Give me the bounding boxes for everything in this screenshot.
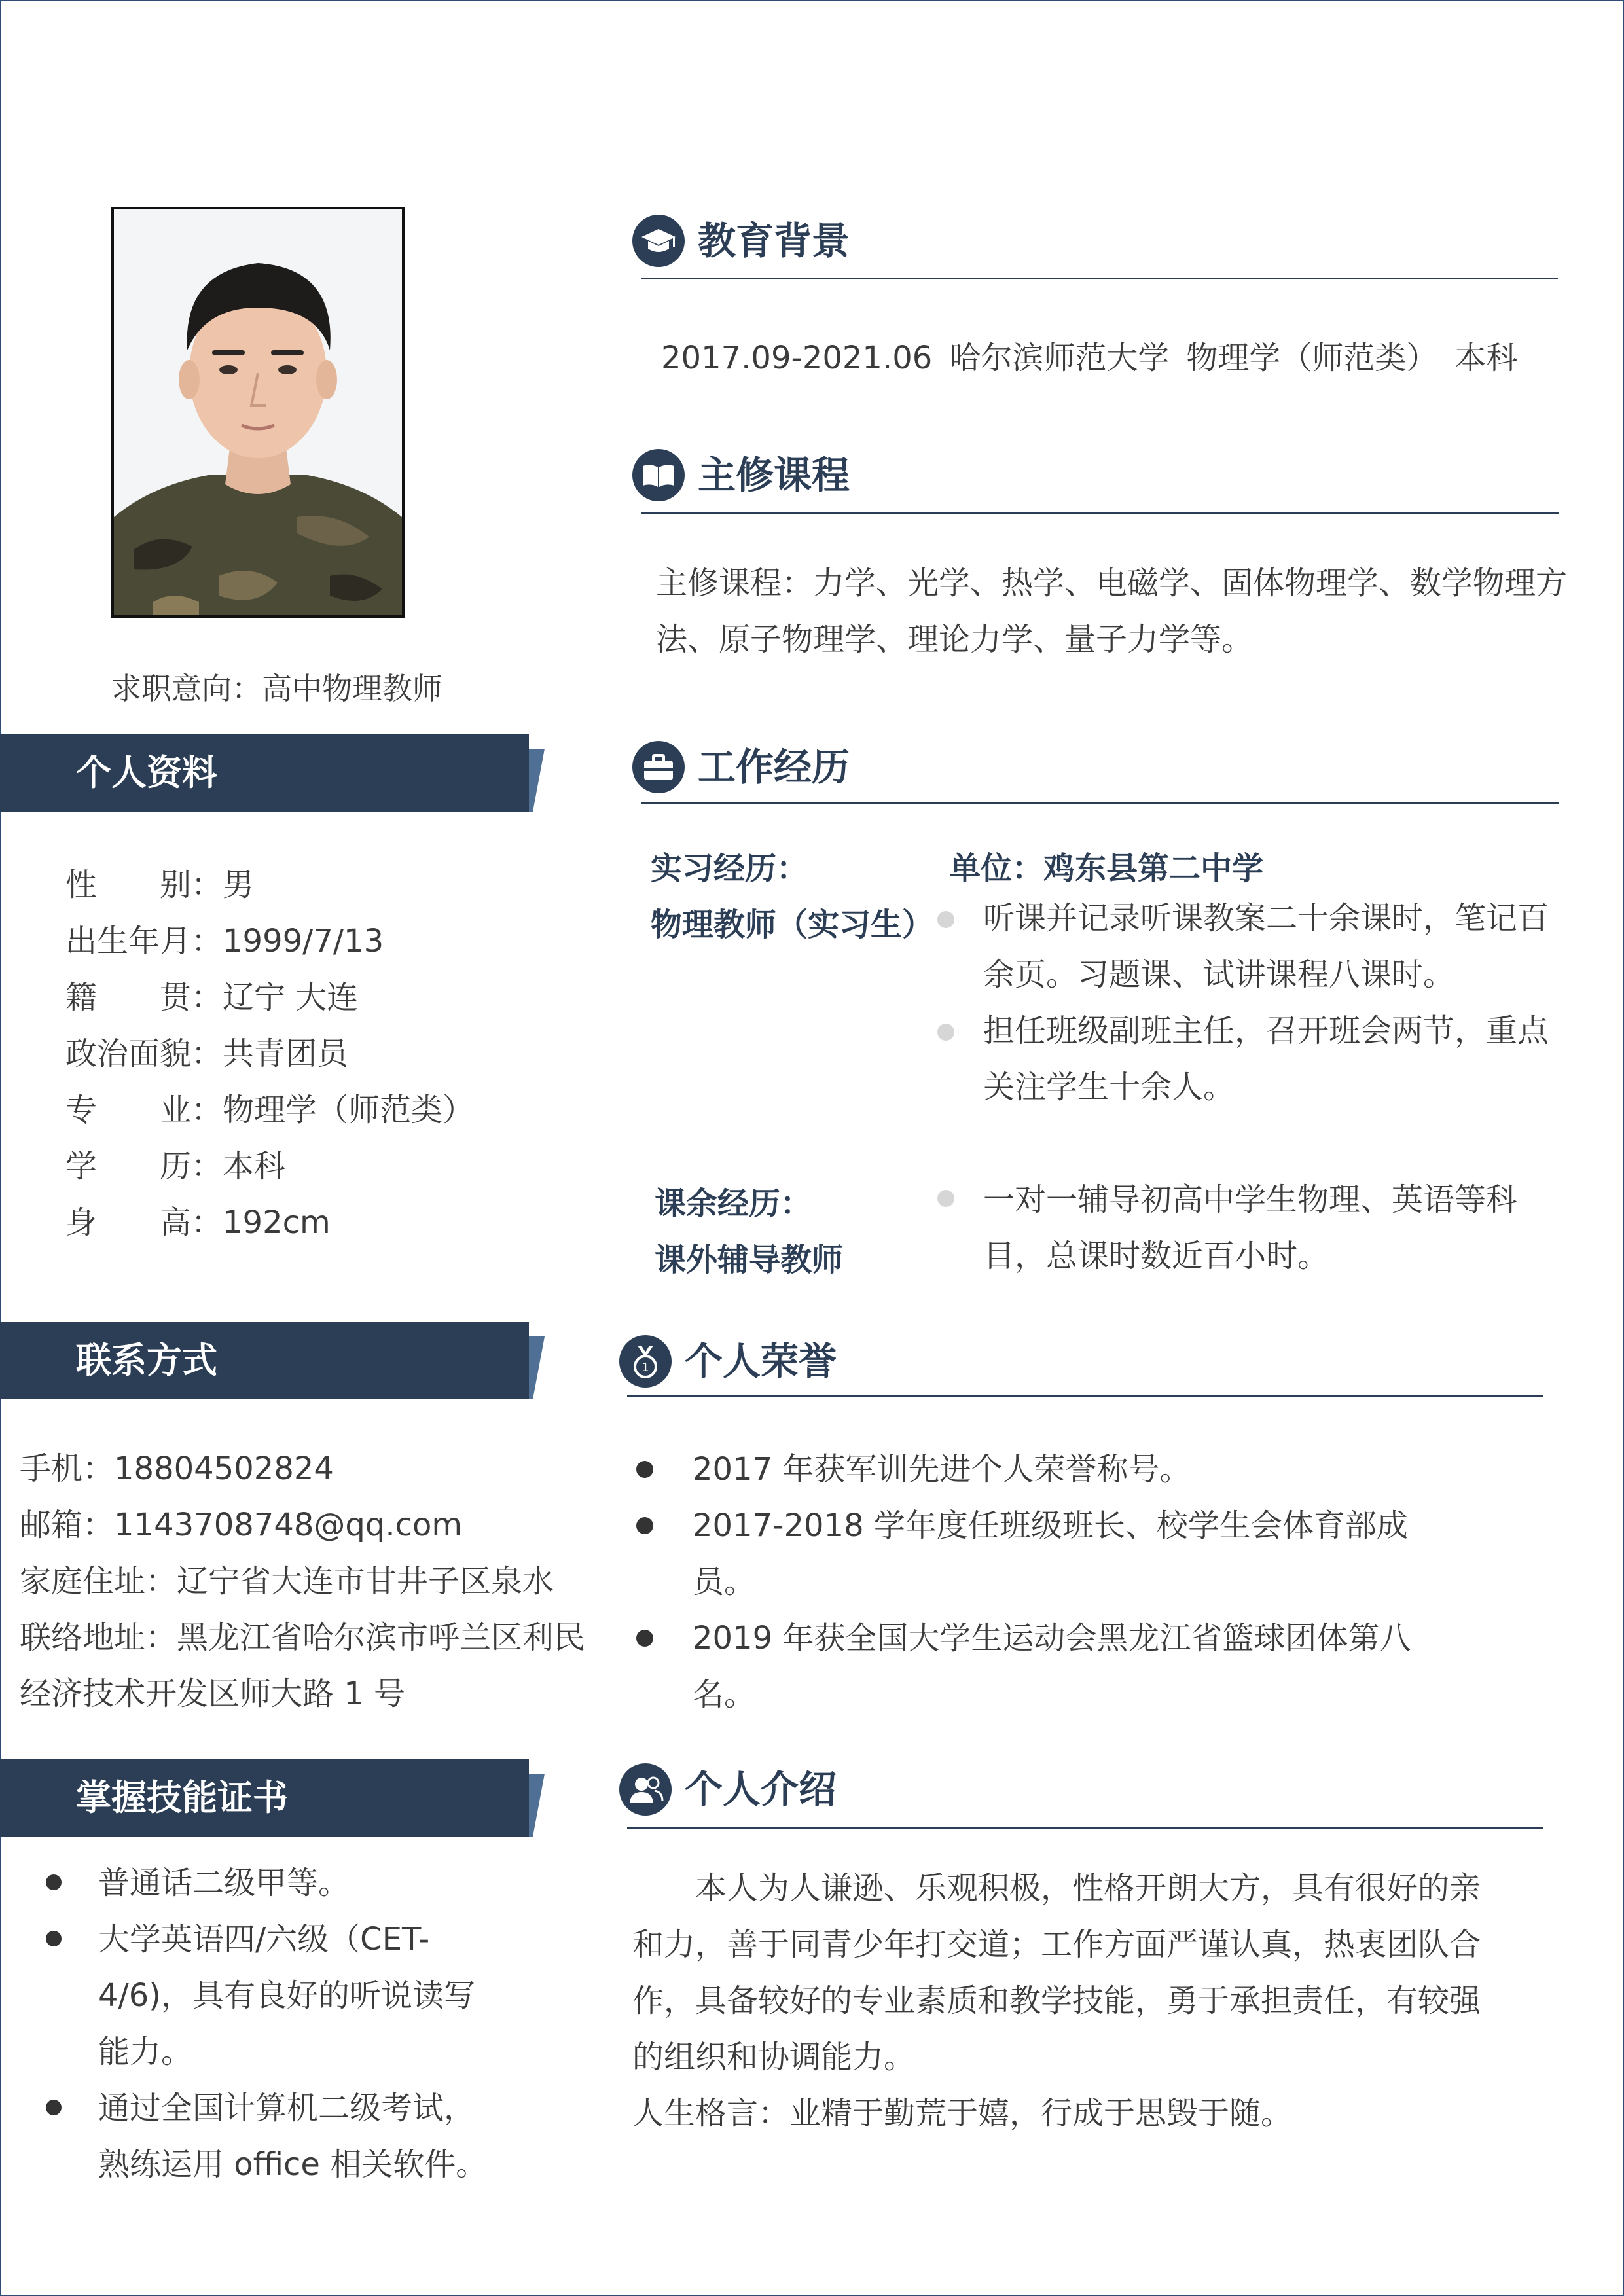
education-major: 物理学（师范类） [1186, 340, 1438, 376]
info-value: 本科 [223, 1148, 286, 1185]
honor-item: 2017-2018 学年度任班级班长、校学生会体育部成员。 [693, 1507, 1408, 1600]
info-value: 192cm [223, 1204, 331, 1241]
extra-item: 一对一辅导初高中学生物理、英语等科目，总课时数近百小时。 [983, 1181, 1518, 1274]
honor-item: 2017 年获军训先进个人荣誉称号。 [693, 1451, 1191, 1488]
info-label: 性 别： [65, 867, 223, 903]
extra-role: 课外辅导教师 [655, 1242, 844, 1278]
bullet-icon [636, 1461, 653, 1478]
life-motto: 人生格言：业精于勤荒于嬉，行成于思毁于随。 [632, 2095, 1293, 2132]
education-entry [661, 332, 1534, 378]
bullet-icon [937, 911, 954, 928]
skills-title: 掌握技能证书 [76, 1777, 288, 1818]
graduation-cap-icon [632, 215, 685, 267]
info-label: 身 高： [65, 1204, 223, 1241]
briefcase-icon [632, 741, 685, 793]
medal-icon [619, 1335, 672, 1388]
contact-mail-address-cont: 经济技术开发区师大路 1 号 [20, 1676, 406, 1712]
contact-mail-address: 联络地址：黑龙江省哈尔滨市呼兰区利民 [20, 1619, 586, 1656]
bullet-icon [46, 1931, 62, 1946]
skill-line: 熟练运用 office 相关软件。 [98, 2146, 488, 2183]
intro-title: 个人介绍 [685, 1767, 837, 1812]
skill-line: 大学英语四/六级（CET- [98, 1921, 430, 1958]
open-book-icon [632, 449, 685, 501]
internship-item: 担任班级副班主任，召开班会两节，重点关注学生十余人。 [983, 1013, 1549, 1105]
internship-label: 实习经历： [651, 850, 808, 887]
internship-item: 听课并记录听课教案二十余课时，笔记百余页。习题课、试讲课程八课时。 [983, 900, 1549, 993]
section-divider [627, 1395, 1543, 1397]
education-period: 2017.09-2021.06 [661, 340, 933, 376]
band-tail-icon [529, 1322, 545, 1399]
internship-unit: 单位：鸡东县第二中学 [949, 850, 1264, 887]
info-label: 学 历： [65, 1148, 223, 1185]
info-label: 政治面貌： [65, 1035, 223, 1072]
info-row [65, 1034, 348, 1073]
svg-text:1: 1 [641, 1361, 649, 1374]
bullet-icon [937, 1024, 954, 1041]
info-label: 专 业： [65, 1092, 223, 1128]
band-tail-icon [529, 734, 545, 812]
intro-text: 本人为人谦逊、乐观积极，性格开朗大方，具有很好的亲和力，善于同青少年打交道；工作方面严谨认真，热衷团队合作，具备较好的专业素质和教学技能，勇于承担责任，有较强的组织和协调能力。 [632, 1870, 1481, 2075]
info-value: 共青团员 [223, 1035, 349, 1072]
contact-title: 联系方式 [76, 1340, 217, 1381]
info-row [65, 1090, 474, 1130]
contact-header [0, 1322, 529, 1399]
info-label: 籍 贯： [65, 979, 223, 1016]
education-degree: 本科 [1454, 340, 1518, 376]
extra-label: 课余经历： [655, 1185, 812, 1222]
contact-home-address: 家庭住址：辽宁省大连市甘井子区泉水 [20, 1563, 554, 1600]
info-row [65, 1203, 331, 1242]
info-value: 物理学（师范类） [223, 1092, 475, 1128]
skill-line: 通过全国计算机二级考试， [98, 2090, 476, 2126]
info-label: 出生年月： [65, 923, 223, 960]
section-divider [641, 802, 1559, 804]
bullet-icon [636, 1630, 653, 1647]
education-school: 哈尔滨师范大学 [949, 340, 1170, 376]
contact-phone: 手机：18804502824 [20, 1450, 334, 1487]
users-icon [619, 1763, 672, 1816]
education-title: 教育背景 [698, 219, 850, 263]
internship-role: 物理教师（实习生） [651, 906, 934, 943]
contact-email: 邮箱：1143708748@qq.com [20, 1507, 463, 1543]
section-divider [627, 1827, 1543, 1829]
info-row [65, 978, 358, 1017]
honor-item: 2019 年获全国大学生运动会黑龙江省篮球团体第八名。 [693, 1620, 1411, 1713]
skill-line: 4/6)，具有良好的听说读写 [98, 1977, 475, 2014]
skill-line: 能力。 [98, 2034, 193, 2070]
skills-header [0, 1759, 529, 1837]
courses-text: 主修课程：力学、光学、热学、电磁学、固体物理学、数学物理方法、原子物理学、理论力学、量子力学等。 [656, 565, 1568, 658]
section-divider [641, 278, 1558, 279]
work-title: 工作经历 [698, 745, 850, 789]
courses-title: 主修课程 [698, 453, 850, 497]
info-value: 男 [223, 867, 255, 903]
job-intent: 求职意向：高中物理教师 [111, 671, 442, 706]
bullet-icon [46, 1874, 62, 1890]
personal-info-header [0, 734, 529, 812]
honors-title: 个人荣誉 [685, 1339, 837, 1384]
personal-info-title: 个人资料 [76, 752, 217, 793]
section-divider [641, 512, 1559, 514]
bullet-icon [46, 2100, 62, 2115]
bullet-icon [937, 1190, 954, 1207]
skill-line: 普通话二级甲等。 [98, 1865, 350, 1901]
info-row [65, 1147, 285, 1186]
info-row [65, 865, 254, 905]
profile-photo [111, 207, 405, 618]
info-value: 辽宁 大连 [223, 979, 359, 1016]
band-tail-icon [529, 1759, 545, 1837]
info-value: 1999/7/13 [223, 923, 384, 960]
info-row [65, 922, 384, 961]
bullet-icon [636, 1517, 653, 1534]
